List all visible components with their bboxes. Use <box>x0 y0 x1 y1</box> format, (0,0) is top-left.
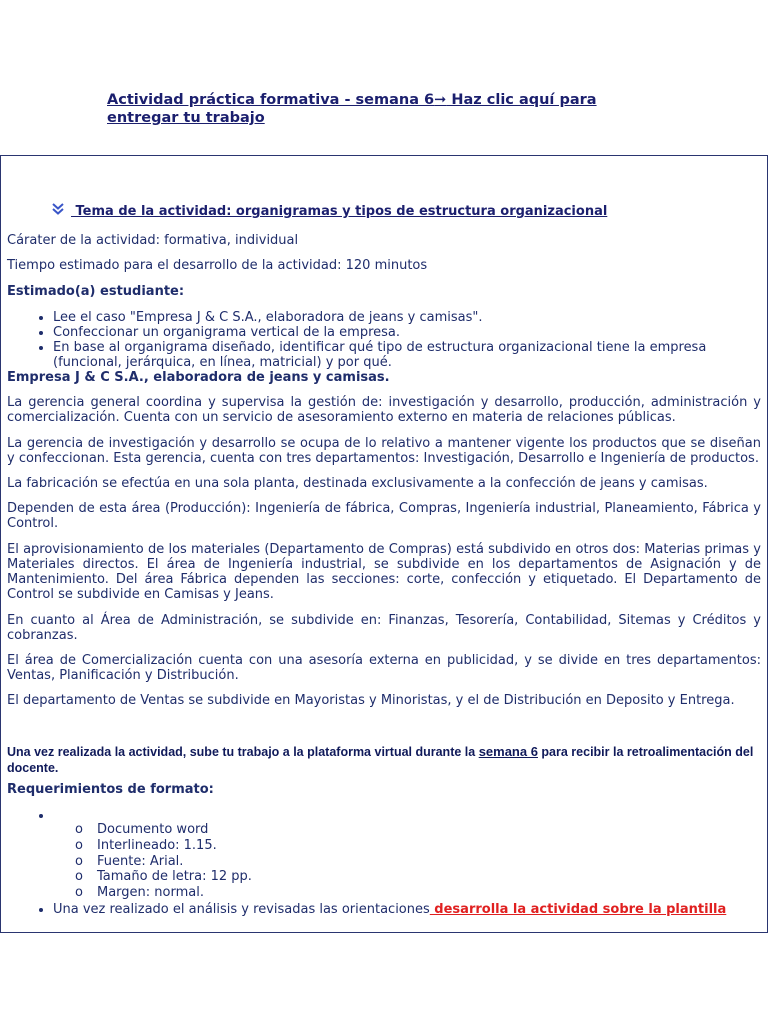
case-paragraph: El departamento de Ventas se subdivide en Mayoristas y Minoristas, y el de Distribución en Deposito y Entrega. <box>7 693 735 708</box>
format-list <box>7 822 697 901</box>
list-item <box>75 837 697 854</box>
case-paragraph: La gerencia general coordina y supervisa la gestión de: investigación y desarrollo, producción, administración y comercialización. Cuenta con un servicio de asesoramiento externo en materia de relaciones públicas. <box>7 395 761 425</box>
case-title: Empresa J & C S.A., elaboradora de jeans y camisas. <box>7 370 390 385</box>
list-item <box>75 822 697 838</box>
template-link[interactable]: desarrolla la actividad sobre la plantilla <box>429 902 727 917</box>
list-item-text: Tamaño de letra: 12 pp. <box>97 869 252 885</box>
list-item <box>75 885 697 901</box>
list-item <box>75 869 697 885</box>
link-line1: Actividad práctica formativa - semana 6 <box>107 92 435 108</box>
topic-heading[interactable] <box>51 202 607 219</box>
submission-instructions <box>7 744 761 776</box>
task-list <box>7 310 761 370</box>
activity-submission-link[interactable] <box>107 91 627 127</box>
case-paragraph: Dependen de esta área (Producción): Ingeniería de fábrica, Compras, Ingeniería industrial, Planeamiento, Fábrica y Control. <box>7 501 761 531</box>
list-item-text: Interlineado: 1.15. <box>97 837 217 853</box>
list-item-text: Margen: normal. <box>97 885 204 901</box>
format-requirements-title: Requerimientos de formato: <box>7 782 214 797</box>
instructions-text: Una vez realizada la actividad, sube tu trabajo a la plataforma virtual durante la <box>7 745 479 759</box>
topic-title: Tema de la actividad: organigramas y tipos de estructura organizacional <box>71 204 608 219</box>
topic-link[interactable] <box>51 204 607 219</box>
list-item: • En base al organigrama diseñado, identificar qué tipo de estructura organizacional tiene la empresa (funcional, jerárquica, en línea, matricial) y por qué. <box>53 340 761 370</box>
list-marker: o <box>75 853 83 869</box>
list-item <box>75 853 697 870</box>
greeting: Estimado(a) estudiante: <box>7 284 185 299</box>
activity-link[interactable] <box>107 92 597 126</box>
estimated-time: Tiempo estimado para el desarrollo de la actividad: 120 minutos <box>7 258 428 273</box>
double-chevron-down-icon <box>51 202 65 216</box>
activity-character: Cárater de la actividad: formativa, individual <box>7 233 299 248</box>
list-item <box>53 808 761 823</box>
list-marker: o <box>75 837 83 853</box>
final-text: Una vez realizado el análisis y revisadas las orientaciones <box>53 902 430 917</box>
list-item-text: Documento word <box>97 822 209 837</box>
case-paragraph: La gerencia de investigación y desarrollo se ocupa de lo relativo a mantener vigente los productos que se diseñan y confeccionan. Esta gerencia, cuenta con tres departamentos: Investigación, Desarrollo e Ingeniería de productos. <box>7 436 761 466</box>
link-line1b: Haz clic aquí para <box>446 92 597 108</box>
final-bullet <box>7 902 761 917</box>
format-bullet <box>7 808 761 823</box>
arrow-icon: ➞ <box>434 92 447 108</box>
list-item <box>53 902 761 917</box>
instructions-text-end: para recibir la retroalimentación del docente. <box>7 745 754 775</box>
list-marker: o <box>75 822 83 837</box>
list-item: • Lee el caso "Empresa J & C S.A., elaboradora de jeans y camisas". <box>53 310 761 325</box>
week-link[interactable]: semana 6 <box>478 744 538 759</box>
list-item: • Confeccionar un organigrama vertical de la empresa. <box>53 325 761 340</box>
case-paragraph: En cuanto al Área de Administración, se subdivide en: Finanzas, Tesorería, Contabilidad, Sitemas y Créditos y cobranzas. <box>7 613 761 643</box>
case-paragraph: El área de Comercialización cuenta con una asesoría externa en publicidad, y se divide en tres departamentos: Ventas, Planificación y Distribución. <box>7 653 761 683</box>
list-marker: o <box>75 885 83 901</box>
activity-panel <box>0 155 768 933</box>
list-marker: o <box>75 869 83 885</box>
list-item-text: Fuente: Arial. <box>97 853 184 869</box>
link-line2: entregar tu trabajo <box>107 110 265 126</box>
case-paragraph: La fabricación se efectúa en una sola planta, destinada exclusivamente a la confección de jeans y camisas. <box>7 476 708 491</box>
case-paragraph: El aprovisionamiento de los materiales (Departamento de Compras) está subdivido en otros dos: Materias primas y Materiales directos. El área de Ingeniería industrial, se subdivide en los departamentos de Asignación y de Mantenimiento. Del área Fábrica dependen las secciones: corte, confección y etiquetado. El Departamento de Control se subdivide en Camisas y Jeans. <box>7 542 761 602</box>
